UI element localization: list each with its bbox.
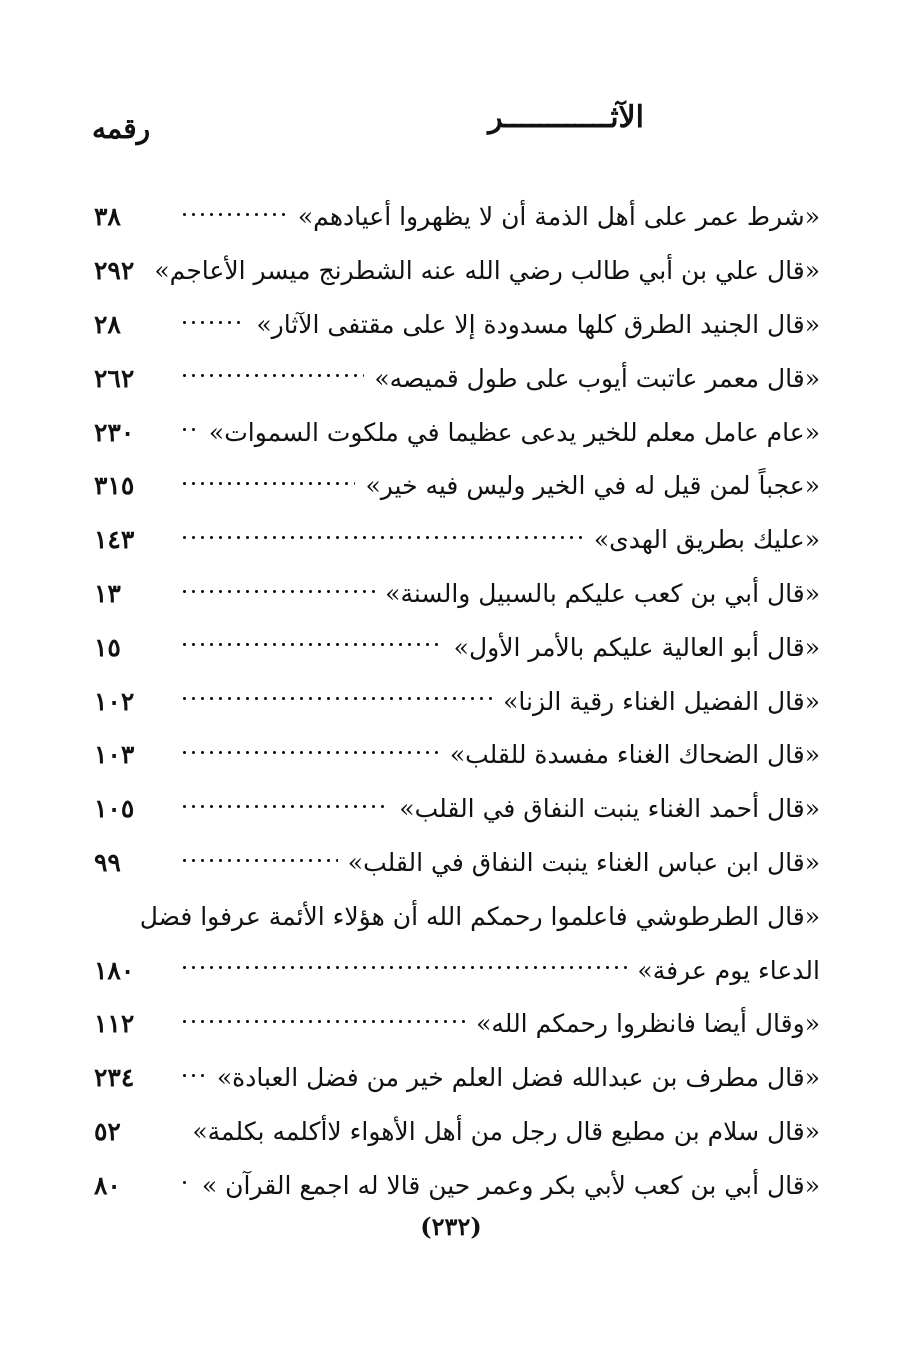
page-number: (٢٣٢): [420, 1212, 482, 1241]
entry-number: ١٣: [94, 578, 121, 608]
index-entry: [94, 244, 820, 298]
entry-number: ١٥: [94, 632, 121, 662]
index-entry: [94, 674, 820, 728]
index-entry: [94, 351, 820, 405]
leader-dots: [180, 674, 493, 704]
entry-text: «قال سلام بن مطيع قال رجل من أهل الأهواء لاأكلمه بكلمة»: [192, 1116, 820, 1146]
entry-text: «قال أبي بن كعب عليكم بالسبيل والسنة»: [385, 578, 820, 608]
index-entry: [94, 459, 820, 513]
index-entry: [94, 1051, 820, 1105]
index-entry: [94, 1158, 820, 1212]
entry-number: ٢٣٤: [94, 1063, 135, 1093]
entry-text: «قال علي بن أبي طالب رضي الله عنه الشطرنج ميسر الأعاجم»: [154, 256, 820, 286]
entry-text: «شرط عمر على أهل الذمة أن لا يظهروا أعيادهم»: [297, 202, 820, 232]
entry-text: «وقال أيضا فانظروا رحمكم الله»: [476, 1009, 820, 1039]
leader-dots: [180, 943, 627, 973]
leader-dots: [180, 351, 364, 381]
index-entry: [94, 782, 820, 836]
entry-number: ٣٨: [94, 202, 121, 232]
entry-text: الدعاء يوم عرفة»: [637, 955, 820, 985]
entry-number: ١٠٥: [94, 794, 135, 824]
page-header: [0, 92, 902, 145]
leader-dots: [180, 567, 375, 597]
entry-number: ٣١٥: [94, 471, 135, 501]
entry-number: ٢٦٢: [94, 363, 135, 393]
index-entry: [94, 997, 820, 1051]
index-entry: [94, 1105, 820, 1159]
entry-number: ٢٣٠: [94, 417, 135, 447]
entry-number: ١٤٣: [94, 525, 135, 555]
entry-number: ٥٢: [94, 1116, 121, 1146]
entry-text: «قال مطرف بن عبدالله فضل العلم خير من فضل العبادة»: [216, 1063, 820, 1093]
leader-dots: [180, 997, 466, 1027]
number-column-title: رقمه: [92, 112, 151, 145]
entry-number: ٩٩: [94, 847, 121, 877]
leader-dots: [180, 620, 444, 650]
leader-dots: [180, 298, 246, 328]
index-entry: [94, 728, 820, 782]
index-entry: [94, 836, 820, 890]
leader-dots: [180, 728, 440, 758]
entry-text: «قال ابن عباس الغناء ينبت النفاق في القلب»: [347, 847, 820, 877]
index-entry: [94, 298, 820, 352]
index-entry: [94, 567, 820, 621]
entry-number: ١٠٢: [94, 686, 135, 716]
entry-text: «قال أبو العالية عليكم بالأمر الأول»: [453, 632, 820, 662]
leader-dots: [180, 190, 288, 220]
leader-dots: [180, 1051, 207, 1081]
entry-number: ١٠٣: [94, 740, 135, 770]
column-title: الآثــــــــــــر: [488, 100, 644, 135]
entry-text: «قال معمر عاتبت أيوب على طول قميصه»: [374, 363, 820, 393]
entry-number: ٢٩٢: [94, 256, 135, 286]
index-entry: [94, 620, 820, 674]
index-entry-line-1: [94, 889, 820, 943]
leader-dots: [180, 782, 389, 812]
leader-dots: [180, 836, 338, 866]
index-entry-line-2: [94, 943, 820, 997]
leader-dots: [180, 405, 199, 435]
index-entry: [94, 513, 820, 567]
entry-number: ٨٠: [94, 1170, 121, 1200]
entry-number: ١٨٠: [94, 955, 135, 985]
entry-text: «عجباً لمن قيل له في الخير وليس فيه خير»: [365, 471, 820, 501]
entry-text: «قال أحمد الغناء ينبت النفاق في القلب»: [399, 794, 820, 824]
index-entry: [94, 405, 820, 459]
entry-text: «قال الجنيد الطرق كلها مسدودة إلا على مقتفى الآثار»: [256, 309, 820, 339]
index-entry: [94, 190, 820, 244]
entry-number: ١١٢: [94, 1009, 135, 1039]
entry-text: «عام عامل معلم للخير يدعى عظيما في ملكوت السموات»: [208, 417, 820, 447]
leader-dots: [180, 1105, 182, 1135]
entry-text: «قال الضحاك الغناء مفسدة للقلب»: [449, 740, 820, 770]
index-list: [94, 190, 820, 1212]
leader-dots: [180, 1158, 192, 1188]
entry-text: «قال الفضيل الغناء رقية الزنا»: [503, 686, 820, 716]
entry-text: «عليك بطريق الهدى»: [593, 525, 820, 555]
entry-number: ٢٨: [94, 309, 121, 339]
entry-text: «قال أبي بن كعب لأبي بكر وعمر حين قالا له اجمع القرآن »: [201, 1170, 820, 1200]
leader-dots: [180, 513, 584, 543]
leader-dots: [180, 459, 355, 489]
entry-text: «قال الطرطوشي فاعلموا رحمكم الله أن هؤلاء الأئمة عرفوا فضل: [139, 901, 820, 931]
